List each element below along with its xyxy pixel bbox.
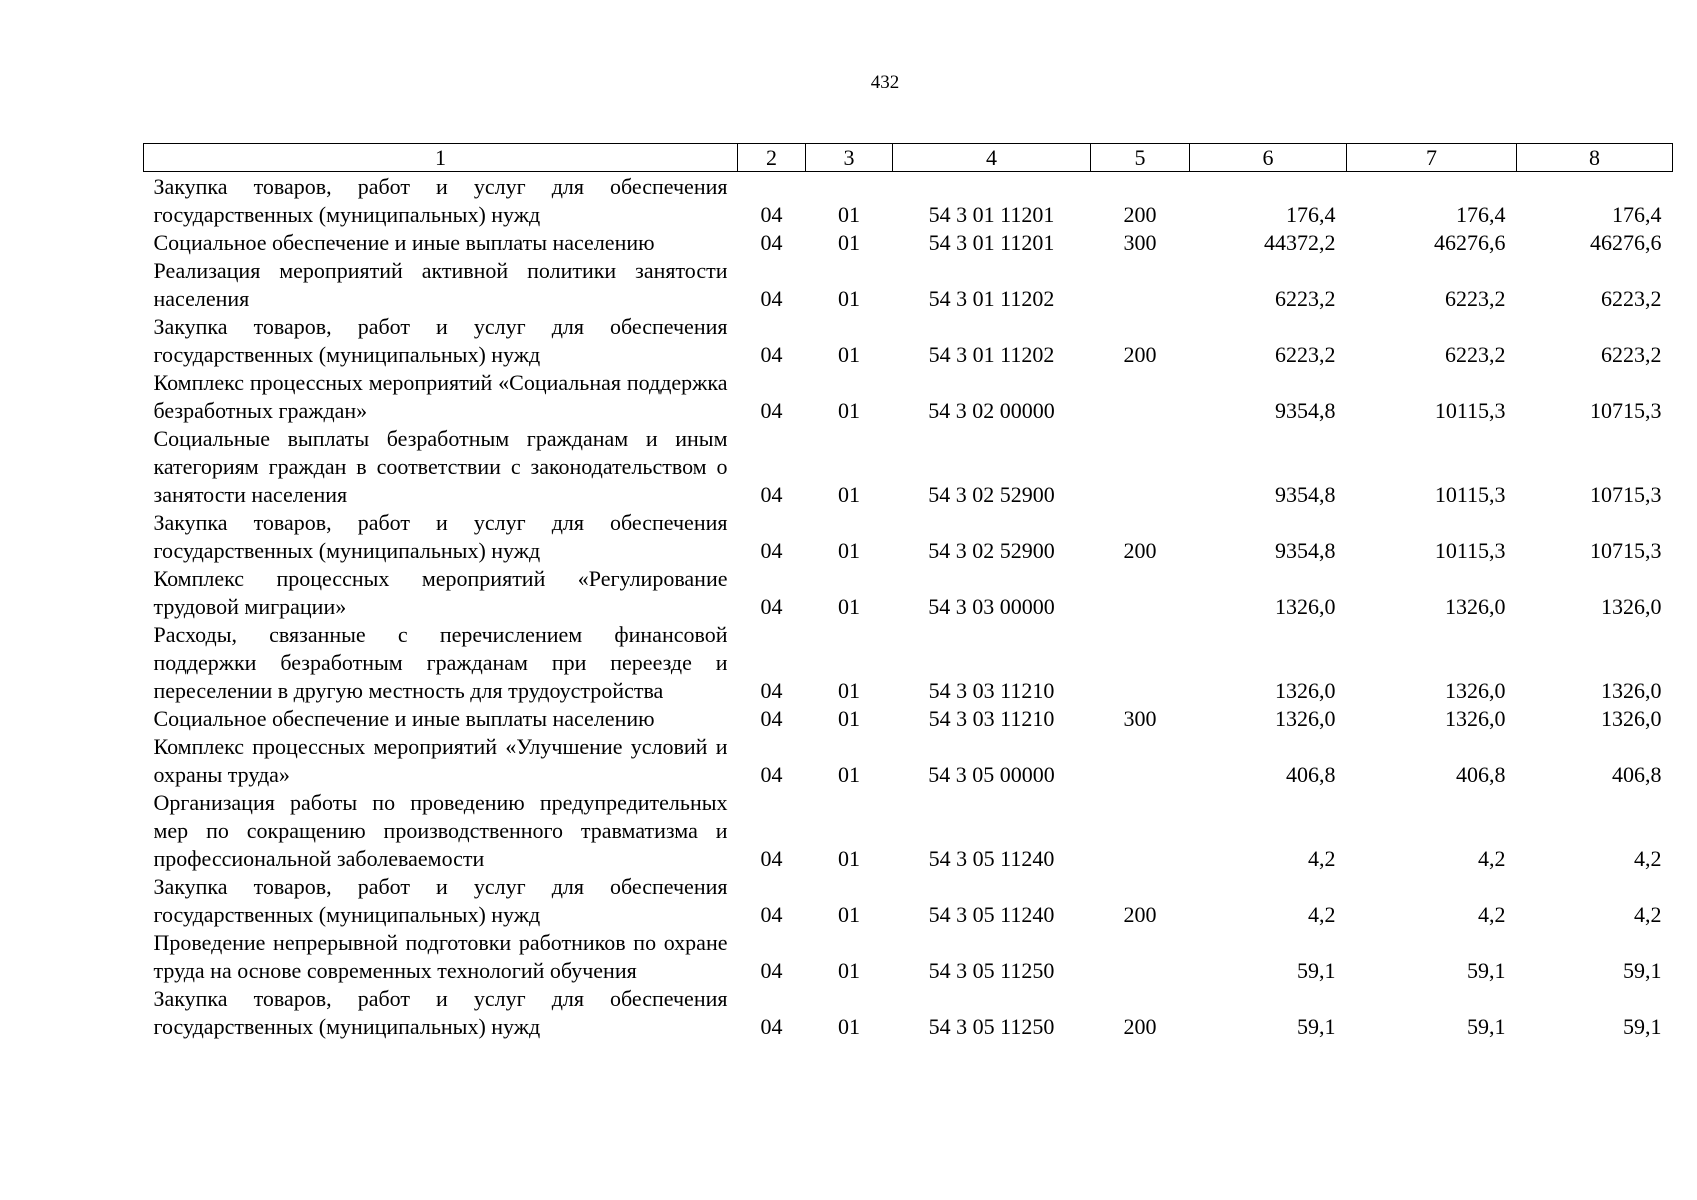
table-row xyxy=(144,313,1673,369)
cell-name: Организация работы по проведению предупредительных мер по сокращению производственного травматизма и профессиональной заболеваемости xyxy=(153,790,728,871)
cell-section: 04 xyxy=(760,286,783,311)
table-row xyxy=(144,705,1673,733)
table-row xyxy=(144,929,1673,985)
cell-subsection: 01 xyxy=(838,1014,860,1039)
header-col-8: 8 xyxy=(1517,144,1673,172)
cell-amount-year-3: 406,8 xyxy=(1612,762,1662,787)
cell-expense-type xyxy=(1091,257,1190,313)
cell-amount-year-3: 4,2 xyxy=(1634,902,1662,927)
table-row xyxy=(144,565,1673,621)
cell-amount-year-1: 44372,2 xyxy=(1264,230,1336,255)
cell-amount-year-1: 9354,8 xyxy=(1275,398,1336,423)
cell-subsection: 01 xyxy=(838,538,860,563)
cell-amount-year-2: 6223,2 xyxy=(1445,286,1506,311)
cell-subsection: 01 xyxy=(838,398,860,423)
cell-amount-year-1: 1326,0 xyxy=(1275,678,1336,703)
cell-amount-year-3: 4,2 xyxy=(1634,846,1662,871)
cell-target-article: 54 3 05 00000 xyxy=(928,762,1055,787)
cell-section: 04 xyxy=(760,538,783,563)
cell-subsection: 01 xyxy=(838,846,860,871)
header-col-7: 7 xyxy=(1347,144,1517,172)
table-row xyxy=(144,172,1673,230)
cell-amount-year-3: 46276,6 xyxy=(1590,230,1662,255)
cell-amount-year-2: 1326,0 xyxy=(1445,594,1506,619)
cell-expense-type: 200 xyxy=(1123,1014,1157,1039)
cell-target-article: 54 3 05 11240 xyxy=(928,846,1055,871)
cell-expense-type: 200 xyxy=(1123,342,1157,367)
table-row xyxy=(144,621,1673,705)
cell-name: Закупка товаров, работ и услуг для обеспечения государственных (муниципальных) нужд xyxy=(153,314,728,367)
header-col-5: 5 xyxy=(1091,144,1190,172)
cell-subsection: 01 xyxy=(838,706,860,731)
cell-section: 04 xyxy=(760,482,783,507)
cell-subsection: 01 xyxy=(838,902,860,927)
cell-target-article: 54 3 02 52900 xyxy=(928,538,1055,563)
cell-subsection: 01 xyxy=(838,958,860,983)
cell-subsection: 01 xyxy=(838,286,860,311)
cell-expense-type xyxy=(1091,789,1190,873)
cell-amount-year-3: 6223,2 xyxy=(1601,342,1662,367)
cell-target-article: 54 3 03 11210 xyxy=(928,706,1055,731)
table-row xyxy=(144,509,1673,565)
cell-subsection: 01 xyxy=(838,762,860,787)
cell-name: Закупка товаров, работ и услуг для обеспечения государственных (муниципальных) нужд xyxy=(153,510,728,563)
table-row xyxy=(144,985,1673,1041)
header-col-2: 2 xyxy=(738,144,806,172)
cell-amount-year-1: 59,1 xyxy=(1297,1014,1336,1039)
cell-amount-year-3: 10715,3 xyxy=(1590,398,1662,423)
table-row xyxy=(144,425,1673,509)
cell-amount-year-2: 4,2 xyxy=(1478,902,1506,927)
table-row xyxy=(144,369,1673,425)
cell-expense-type: 300 xyxy=(1123,706,1157,731)
cell-subsection: 01 xyxy=(838,482,860,507)
cell-subsection: 01 xyxy=(838,342,860,367)
cell-amount-year-3: 6223,2 xyxy=(1601,286,1662,311)
cell-amount-year-2: 10115,3 xyxy=(1434,398,1506,423)
cell-section: 04 xyxy=(760,230,783,255)
cell-expense-type: 300 xyxy=(1123,230,1157,255)
header-col-1: 1 xyxy=(144,144,738,172)
cell-target-article: 54 3 05 11250 xyxy=(928,1014,1055,1039)
cell-subsection: 01 xyxy=(838,230,860,255)
cell-amount-year-3: 59,1 xyxy=(1623,958,1662,983)
table-row xyxy=(144,733,1673,789)
cell-amount-year-2: 176,4 xyxy=(1456,202,1506,227)
cell-amount-year-2: 4,2 xyxy=(1478,846,1506,871)
cell-name: Социальные выплаты безработным гражданам и иным категориям граждан в соответствии с законодательством о занятости населения xyxy=(153,426,728,507)
cell-amount-year-3: 176,4 xyxy=(1612,202,1662,227)
cell-amount-year-3: 1326,0 xyxy=(1601,678,1662,703)
cell-section: 04 xyxy=(760,762,783,787)
cell-subsection: 01 xyxy=(838,202,860,227)
cell-name: Закупка товаров, работ и услуг для обеспечения государственных (муниципальных) нужд xyxy=(153,986,728,1039)
cell-section: 04 xyxy=(760,342,783,367)
cell-name: Комплекс процессных мероприятий «Улучшение условий и охраны труда» xyxy=(153,734,728,787)
cell-target-article: 54 3 05 11240 xyxy=(928,902,1055,927)
cell-subsection: 01 xyxy=(838,678,860,703)
cell-target-article: 54 3 02 52900 xyxy=(928,482,1055,507)
cell-section: 04 xyxy=(760,594,783,619)
cell-name: Социальное обеспечение и иные выплаты населению xyxy=(153,230,655,255)
cell-expense-type xyxy=(1091,369,1190,425)
cell-expense-type xyxy=(1091,733,1190,789)
cell-target-article: 54 3 01 11202 xyxy=(928,342,1055,367)
header-row xyxy=(144,144,1673,172)
cell-expense-type xyxy=(1091,621,1190,705)
cell-expense-type xyxy=(1091,565,1190,621)
table-row xyxy=(144,257,1673,313)
cell-amount-year-1: 6223,2 xyxy=(1275,286,1336,311)
cell-amount-year-3: 59,1 xyxy=(1623,1014,1662,1039)
page-number: 432 xyxy=(870,72,900,93)
cell-amount-year-3: 10715,3 xyxy=(1590,482,1662,507)
cell-amount-year-2: 46276,6 xyxy=(1434,230,1506,255)
table-row xyxy=(144,873,1673,929)
cell-target-article: 54 3 01 11202 xyxy=(928,286,1055,311)
cell-name: Проведение непрерывной подготовки работников по охране труда на основе современных технологий обучения xyxy=(153,930,728,983)
cell-name: Расходы, связанные с перечислением финансовой поддержки безработным гражданам при переезде и переселении в другую местность для трудоустройства xyxy=(153,622,728,703)
cell-expense-type: 200 xyxy=(1123,202,1157,227)
cell-amount-year-1: 176,4 xyxy=(1286,202,1336,227)
cell-section: 04 xyxy=(760,706,783,731)
cell-section: 04 xyxy=(760,202,783,227)
cell-expense-type xyxy=(1091,929,1190,985)
cell-amount-year-3: 1326,0 xyxy=(1601,594,1662,619)
cell-amount-year-1: 4,2 xyxy=(1308,846,1336,871)
cell-amount-year-2: 10115,3 xyxy=(1434,482,1506,507)
cell-name: Закупка товаров, работ и услуг для обеспечения государственных (муниципальных) нужд xyxy=(153,174,728,227)
cell-section: 04 xyxy=(760,902,783,927)
cell-amount-year-1: 1326,0 xyxy=(1275,594,1336,619)
cell-amount-year-2: 6223,2 xyxy=(1445,342,1506,367)
cell-name: Реализация мероприятий активной политики занятости населения xyxy=(153,258,728,311)
header-col-3: 3 xyxy=(806,144,893,172)
cell-amount-year-2: 406,8 xyxy=(1456,762,1506,787)
cell-expense-type: 200 xyxy=(1123,538,1157,563)
cell-section: 04 xyxy=(760,958,783,983)
cell-target-article: 54 3 01 11201 xyxy=(928,230,1055,255)
cell-expense-type xyxy=(1091,425,1190,509)
cell-name: Закупка товаров, работ и услуг для обеспечения государственных (муниципальных) нужд xyxy=(153,874,728,927)
header-col-6: 6 xyxy=(1190,144,1347,172)
cell-target-article: 54 3 05 11250 xyxy=(928,958,1055,983)
cell-target-article: 54 3 03 11210 xyxy=(928,678,1055,703)
cell-name: Комплекс процессных мероприятий «Регулирование трудовой миграции» xyxy=(153,566,728,619)
cell-amount-year-3: 10715,3 xyxy=(1590,538,1662,563)
cell-target-article: 54 3 02 00000 xyxy=(928,398,1055,423)
cell-amount-year-1: 1326,0 xyxy=(1275,706,1336,731)
cell-amount-year-2: 59,1 xyxy=(1467,1014,1506,1039)
cell-section: 04 xyxy=(760,678,783,703)
table-row xyxy=(144,229,1673,257)
cell-name: Комплекс процессных мероприятий «Социальная поддержка безработных граждан» xyxy=(153,370,728,423)
cell-section: 04 xyxy=(760,846,783,871)
budget-table-container xyxy=(143,143,1672,1041)
cell-target-article: 54 3 01 11201 xyxy=(928,202,1055,227)
table-row xyxy=(144,789,1673,873)
cell-name: Социальное обеспечение и иные выплаты населению xyxy=(153,706,655,731)
table-header xyxy=(144,144,1673,172)
cell-amount-year-1: 9354,8 xyxy=(1275,538,1336,563)
cell-amount-year-1: 59,1 xyxy=(1297,958,1336,983)
cell-amount-year-2: 10115,3 xyxy=(1434,538,1506,563)
cell-subsection: 01 xyxy=(838,594,860,619)
cell-amount-year-2: 59,1 xyxy=(1467,958,1506,983)
cell-expense-type: 200 xyxy=(1123,902,1157,927)
table-body xyxy=(144,172,1673,1042)
cell-amount-year-3: 1326,0 xyxy=(1601,706,1662,731)
cell-amount-year-1: 9354,8 xyxy=(1275,482,1336,507)
cell-amount-year-2: 1326,0 xyxy=(1445,706,1506,731)
cell-amount-year-1: 406,8 xyxy=(1286,762,1336,787)
header-col-4: 4 xyxy=(893,144,1091,172)
cell-section: 04 xyxy=(760,1014,783,1039)
budget-table xyxy=(143,143,1673,1041)
cell-section: 04 xyxy=(760,398,783,423)
cell-amount-year-2: 1326,0 xyxy=(1445,678,1506,703)
cell-target-article: 54 3 03 00000 xyxy=(928,594,1055,619)
cell-amount-year-1: 4,2 xyxy=(1308,902,1336,927)
cell-amount-year-1: 6223,2 xyxy=(1275,342,1336,367)
